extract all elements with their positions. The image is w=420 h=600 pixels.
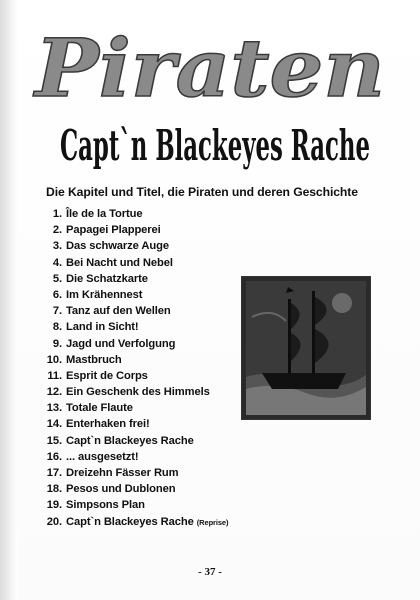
chapter-number: 17. — [46, 467, 62, 479]
chapter-title: Dreizehn Fässer Rum — [66, 467, 179, 479]
chapter-title: Papagei Plapperei — [66, 224, 161, 237]
page-subtitle-text: Capt`n Blackeyes Rache — [60, 121, 370, 170]
chapter-item — [40, 368, 260, 384]
chapter-number: 14. — [46, 418, 62, 431]
chapter-title: ... ausgesetzt! — [66, 450, 139, 463]
chapter-number: 4. — [52, 256, 62, 269]
chapter-number: 20. — [46, 515, 62, 528]
chapter-title: Ein Geschenk des Himmels — [66, 386, 210, 399]
chapter-item — [40, 514, 260, 530]
chapter-item — [40, 222, 260, 238]
chapter-title: Esprit de Corps — [66, 369, 148, 382]
chapter-item — [40, 497, 260, 513]
chapter-number: 19. — [46, 499, 62, 512]
page-title-text: Piraten — [32, 21, 386, 110]
page-subtitle — [55, 110, 375, 174]
chapter-title: Tanz auf den Wellen — [66, 305, 171, 318]
chapter-item — [40, 433, 260, 449]
chapter-title: Jagd und Verfolgung — [66, 337, 176, 350]
chapter-note: (Reprise) — [196, 517, 229, 527]
chapter-title: Land in Sicht! — [66, 321, 139, 334]
chapter-number: 18. — [46, 483, 62, 496]
chapter-title: Capt`n Blackeyes Rache — [66, 434, 194, 447]
chapter-number: 13. — [46, 402, 62, 415]
chapter-item — [40, 336, 260, 352]
chapter-number: 7. — [52, 305, 62, 318]
chapter-title: Im Krähennest — [66, 288, 143, 301]
chapter-item — [40, 287, 260, 303]
chapter-title: Capt`n Blackeyes Rache — [66, 515, 194, 528]
chapter-item — [40, 271, 260, 287]
chapter-title: Totale Flaute — [66, 402, 133, 415]
chapter-item — [40, 400, 260, 416]
chapter-number: 10. — [46, 353, 62, 366]
chapter-item — [40, 303, 260, 319]
chapter-item — [40, 481, 260, 497]
chapter-item — [40, 238, 260, 254]
chapter-item — [40, 465, 260, 481]
chapter-item — [40, 449, 260, 465]
chapter-title: Das schwarze Auge — [66, 240, 169, 253]
chapter-number: 15. — [46, 434, 62, 447]
chapter-number: 8. — [52, 321, 62, 334]
chapter-number: 2. — [52, 224, 62, 237]
chapter-number: 3. — [52, 240, 62, 253]
chapter-title: Île de la Tortue — [66, 208, 143, 220]
chapter-title: Mastbruch — [66, 353, 122, 366]
chapter-number: 11. — [47, 369, 62, 382]
chapter-list — [40, 206, 260, 530]
chapter-number: 1. — [52, 208, 62, 220]
chapter-title: Enterhaken frei! — [66, 418, 150, 431]
chapter-item — [40, 384, 260, 400]
pirate-ship-image — [241, 276, 371, 420]
chapter-title: Die Schatzkarte — [66, 272, 148, 285]
chapter-item — [40, 352, 260, 368]
chapter-item — [40, 319, 260, 335]
chapter-number: 16. — [46, 450, 62, 463]
chapter-item — [40, 416, 260, 432]
page-title — [30, 18, 390, 110]
page-number: - 37 - — [198, 566, 222, 578]
chapter-item — [40, 255, 260, 271]
chapter-number: 12. — [46, 386, 62, 399]
chapter-heading: Die Kapitel und Titel, die Piraten und deren Geschichte — [46, 185, 358, 199]
chapter-title: Pesos und Dublonen — [66, 483, 176, 496]
binding-shadow — [0, 0, 18, 600]
chapter-number: 6. — [52, 288, 62, 301]
chapter-title: Simpsons Plan — [66, 499, 145, 512]
chapter-number: 5. — [52, 272, 62, 285]
chapter-item — [40, 206, 260, 222]
chapter-title: Bei Nacht und Nebel — [66, 256, 173, 269]
chapter-number: 9. — [52, 337, 62, 350]
